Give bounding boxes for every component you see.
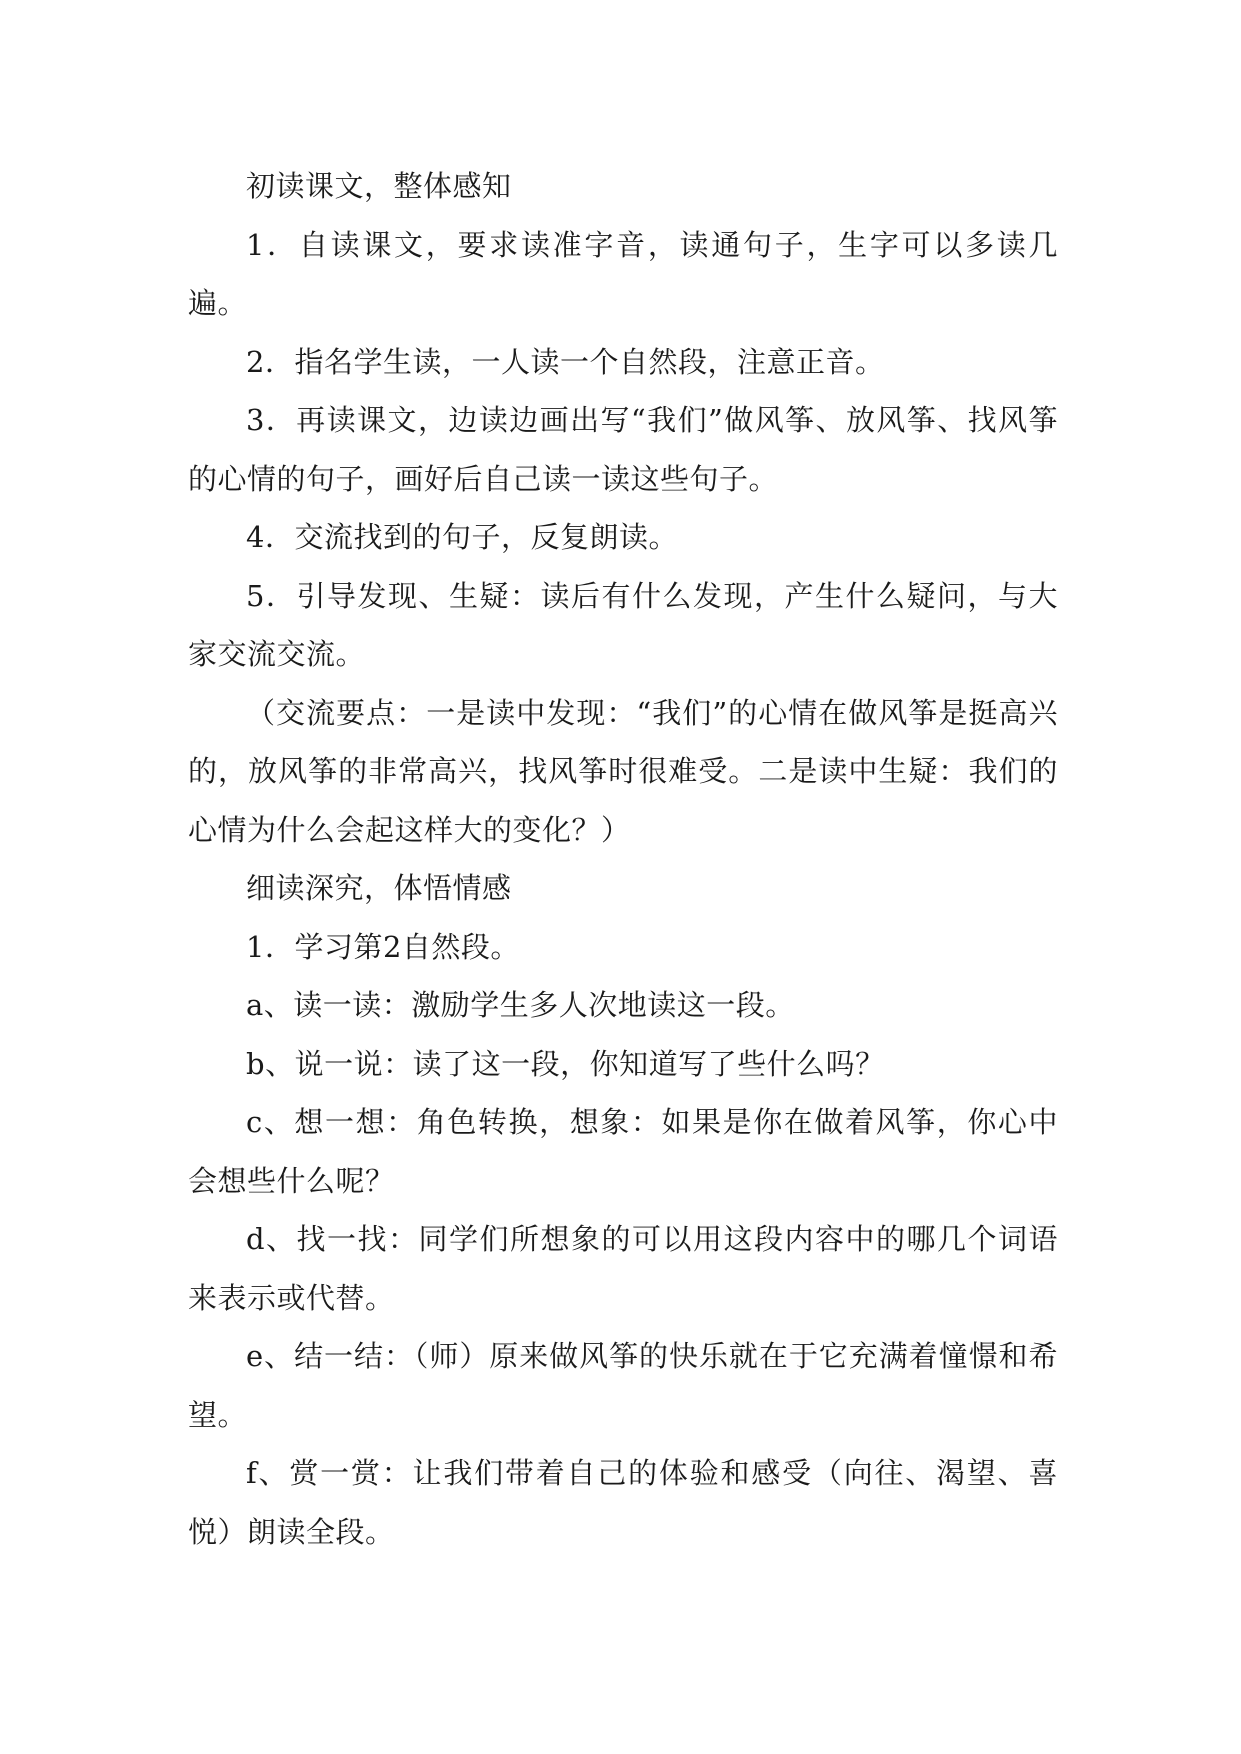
activity-c-think: c、想一想：角色转换，想象：如果是你在做着风筝，你心中会想些什么呢？: [188, 1105, 1058, 1198]
step-1-self-reading: 1．自读课文，要求读准字音，读通句子，生字可以多读几遍。: [188, 227, 1058, 320]
section-heading-first-reading: 初读课文，整体感知: [246, 169, 512, 203]
step-2-named-reading: 2．指名学生读，一人读一个自然段，注意正音。: [246, 344, 885, 379]
activity-a-read: a、读一读：激励学生多人次地读这一段。: [246, 988, 795, 1022]
section-heading-close-reading: 细读深究，体悟情感: [246, 871, 512, 905]
step-3-reread: 3．再读课文，边读边画出写“我们”做风筝、放风筝、找风筝的心情的句子，画好后自己读一读这些句子。: [188, 403, 1058, 496]
activity-d-find: d、找一找：同学们所想象的可以用这段内容中的哪几个词语来表示或代替。: [188, 1222, 1058, 1315]
exchange-key-points: （交流要点：一是读中发现：“我们”的心情在做风筝是挺高兴的，放风筝的非常高兴，找风筝时很难受。二是读中生疑：我们的心情为什么会起这样大的变化？）: [188, 695, 1058, 847]
document-body: [188, 157, 1058, 1561]
activity-f-appreciate: f、赏一赏：让我们带着自己的体验和感受（向往、渴望、喜悦）朗读全段。: [188, 1456, 1058, 1549]
step-5-guide: 5．引导发现、生疑：读后有什么发现，产生什么疑问，与大家交流交流。: [188, 578, 1058, 671]
study-paragraph-2: 1．学习第2自然段。: [246, 929, 520, 964]
activity-b-say: b、说一说：读了这一段，你知道写了些什么吗？: [246, 1046, 885, 1081]
activity-e-summarize: e、结一结：（师）原来做风筝的快乐就在于它充满着憧憬和希望。: [188, 1339, 1058, 1432]
step-4-exchange: 4．交流找到的句子，反复朗读。: [246, 520, 678, 554]
